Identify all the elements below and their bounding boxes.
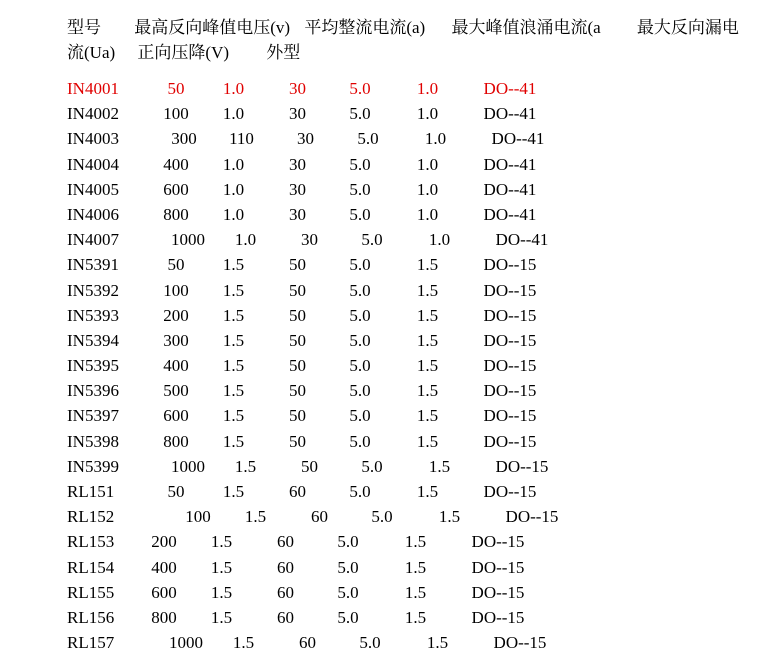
header-col-forward-drop: 正向压降(V) (137, 43, 230, 62)
peak-voltage-cell: 300 (171, 129, 197, 149)
header-col-leakage-part2: 流(Ua) (67, 43, 116, 62)
package-cell: DO--15 (505, 507, 559, 527)
table-row (67, 529, 779, 554)
leakage-cell: 1.5 (416, 255, 439, 275)
leakage-cell: 1.5 (416, 406, 439, 426)
forward-drop-cell: 1.5 (234, 456, 257, 476)
leakage-cell: 1.5 (428, 456, 451, 476)
forward-drop-cell: 1.5 (210, 532, 233, 552)
surge-current-cell: 5.0 (349, 305, 371, 325)
peak-voltage-cell: 50 (167, 255, 185, 275)
peak-voltage-cell: 1000 (171, 456, 205, 476)
avg-current-cell: 30 (289, 79, 306, 98)
avg-current-cell: 50 (289, 431, 306, 451)
avg-current-cell: 60 (277, 532, 294, 552)
avg-current-cell: 60 (277, 582, 294, 602)
value-cells (138, 605, 543, 630)
package-cell: DO--15 (483, 381, 537, 401)
model-cell: IN4004 (67, 154, 119, 174)
table-row (67, 580, 779, 605)
forward-drop-cell: 1.5 (222, 280, 245, 300)
leakage-cell: 1.5 (404, 582, 427, 602)
package-cell: DO--41 (483, 179, 537, 199)
value-cells (150, 278, 555, 303)
avg-current-cell: 60 (289, 482, 306, 501)
surge-current-cell: 5.0 (359, 633, 381, 653)
avg-current-cell: 60 (277, 607, 294, 627)
avg-current-cell: 50 (289, 280, 306, 300)
value-cells (160, 630, 565, 655)
surge-current-cell: 5.0 (349, 280, 371, 300)
forward-drop-cell: 1.0 (222, 179, 245, 199)
table-row (67, 328, 779, 353)
avg-current-cell: 60 (311, 507, 328, 527)
forward-drop-cell: 1.5 (232, 633, 255, 653)
model-cell: IN4006 (67, 204, 119, 224)
avg-current-cell: 60 (299, 633, 316, 653)
model-cell: IN5395 (67, 356, 119, 376)
leakage-cell: 1.5 (404, 532, 427, 552)
surge-current-cell: 5.0 (349, 204, 371, 224)
avg-current-cell: 30 (289, 154, 306, 174)
leakage-cell: 1.5 (416, 330, 439, 350)
header-col-package: 外型 (266, 43, 301, 62)
table-row (67, 126, 779, 151)
surge-current-cell: 5.0 (349, 482, 371, 501)
leakage-cell: 1.5 (416, 280, 439, 300)
surge-current-cell: 5.0 (337, 607, 359, 627)
header-col-peak-voltage: 最高反向峰值电压(v) (134, 18, 291, 37)
leakage-cell: 1.5 (416, 305, 439, 325)
table-row (67, 278, 779, 303)
forward-drop-cell: 1.5 (222, 356, 245, 376)
header-line-2 (67, 40, 779, 65)
avg-current-cell: 60 (277, 557, 294, 577)
model-cell: IN5399 (67, 456, 119, 476)
leakage-cell: 1.0 (416, 104, 439, 124)
value-cells (172, 504, 577, 529)
peak-voltage-cell: 50 (167, 79, 185, 98)
value-cells (150, 202, 555, 227)
forward-drop-cell: 110 (229, 129, 254, 149)
leakage-cell: 1.0 (416, 204, 439, 224)
avg-current-cell: 30 (301, 230, 318, 250)
leakage-cell: 1.0 (416, 79, 439, 98)
surge-current-cell: 5.0 (337, 532, 359, 552)
peak-voltage-cell: 1000 (171, 230, 205, 250)
package-cell: DO--15 (483, 406, 537, 426)
table-row (67, 152, 779, 177)
model-cell: IN4003 (67, 129, 119, 149)
peak-voltage-cell: 600 (163, 179, 189, 199)
peak-voltage-cell: 200 (163, 305, 189, 325)
value-cells (162, 454, 567, 479)
value-cells (138, 580, 543, 605)
value-cells (150, 403, 555, 428)
forward-drop-cell: 1.0 (222, 79, 245, 98)
forward-drop-cell: 1.5 (222, 255, 245, 275)
leakage-cell: 1.5 (416, 482, 439, 501)
model-cell: RL155 (67, 582, 115, 602)
surge-current-cell: 5.0 (371, 507, 393, 527)
package-cell: DO--15 (471, 607, 525, 627)
table-row (67, 177, 779, 202)
value-cells (150, 177, 555, 202)
value-cells (150, 429, 555, 454)
table-row (67, 227, 779, 252)
surge-current-cell: 5.0 (361, 456, 383, 476)
package-cell: DO--15 (483, 280, 537, 300)
table-row (67, 555, 779, 580)
model-cell: IN4002 (67, 104, 119, 124)
peak-voltage-cell: 600 (151, 582, 177, 602)
surge-current-cell: 5.0 (349, 330, 371, 350)
forward-drop-cell: 1.5 (222, 431, 245, 451)
peak-voltage-cell: 400 (151, 557, 177, 577)
spec-table-body (67, 76, 779, 655)
leakage-cell: 1.0 (424, 129, 447, 149)
model-cell: RL153 (67, 532, 115, 552)
forward-drop-cell: 1.0 (222, 104, 245, 124)
package-cell: DO--41 (495, 230, 549, 250)
model-cell: IN4001 (67, 79, 119, 98)
table-row (67, 76, 779, 101)
header-line-1 (67, 15, 779, 40)
forward-drop-cell: 1.5 (210, 607, 233, 627)
forward-drop-cell: 1.5 (210, 582, 233, 602)
table-row (67, 353, 779, 378)
header-col-surge-current: 最大峰值浪涌电流(a (451, 18, 601, 37)
surge-current-cell: 5.0 (337, 557, 359, 577)
header-col-model: 型号 (67, 18, 101, 37)
forward-drop-cell: 1.5 (210, 557, 233, 577)
peak-voltage-cell: 1000 (169, 633, 203, 653)
model-cell: RL156 (67, 607, 115, 627)
avg-current-cell: 50 (289, 356, 306, 376)
model-cell: IN5392 (67, 280, 119, 300)
forward-drop-cell: 1.5 (244, 507, 267, 527)
forward-drop-cell: 1.5 (222, 406, 245, 426)
forward-drop-cell: 1.5 (222, 305, 245, 325)
avg-current-cell: 50 (301, 456, 318, 476)
surge-current-cell: 5.0 (349, 381, 371, 401)
leakage-cell: 1.5 (404, 607, 427, 627)
value-cells (162, 227, 567, 252)
model-cell: IN5391 (67, 255, 119, 275)
model-cell: IN5394 (67, 330, 119, 350)
table-row (67, 378, 779, 403)
table-row (67, 479, 779, 504)
value-cells (150, 76, 555, 101)
peak-voltage-cell: 400 (163, 154, 189, 174)
value-cells (150, 152, 555, 177)
table-row (67, 630, 779, 655)
forward-drop-cell: 1.5 (222, 381, 245, 401)
avg-current-cell: 30 (289, 204, 306, 224)
table-row (67, 605, 779, 630)
forward-drop-cell: 1.0 (222, 154, 245, 174)
package-cell: DO--15 (483, 330, 537, 350)
model-cell: IN5397 (67, 406, 119, 426)
header-col-leakage-part1: 最大反向漏电 (636, 18, 739, 37)
surge-current-cell: 5.0 (349, 79, 371, 98)
package-cell: DO--15 (471, 582, 525, 602)
table-row (67, 101, 779, 126)
package-cell: DO--15 (471, 532, 525, 552)
peak-voltage-cell: 800 (151, 607, 177, 627)
surge-current-cell: 5.0 (349, 104, 371, 124)
peak-voltage-cell: 400 (163, 356, 189, 376)
value-cells (158, 126, 563, 151)
avg-current-cell: 50 (289, 305, 306, 325)
model-cell: IN4005 (67, 179, 119, 199)
model-cell: IN5396 (67, 381, 119, 401)
package-cell: DO--15 (483, 255, 537, 275)
surge-current-cell: 5.0 (349, 179, 371, 199)
package-cell: DO--15 (495, 456, 549, 476)
leakage-cell: 1.5 (416, 356, 439, 376)
surge-current-cell: 5.0 (349, 406, 371, 426)
value-cells (150, 101, 555, 126)
avg-current-cell: 50 (289, 406, 306, 426)
table-header (67, 15, 779, 65)
value-cells (150, 353, 555, 378)
surge-current-cell: 5.0 (349, 356, 371, 376)
peak-voltage-cell: 800 (163, 204, 189, 224)
peak-voltage-cell: 300 (163, 330, 189, 350)
forward-drop-cell: 1.5 (222, 482, 245, 501)
table-row (67, 303, 779, 328)
package-cell: DO--15 (471, 557, 525, 577)
value-cells (150, 479, 555, 504)
table-row (67, 429, 779, 454)
peak-voltage-cell: 50 (167, 482, 185, 501)
peak-voltage-cell: 600 (163, 406, 189, 426)
package-cell: DO--15 (493, 633, 547, 653)
value-cells (138, 529, 543, 554)
package-cell: DO--15 (483, 305, 537, 325)
value-cells (150, 378, 555, 403)
avg-current-cell: 30 (289, 179, 306, 199)
peak-voltage-cell: 200 (151, 532, 177, 552)
value-cells (150, 328, 555, 353)
leakage-cell: 1.5 (416, 431, 439, 451)
peak-voltage-cell: 800 (163, 431, 189, 451)
model-cell: RL152 (67, 507, 115, 527)
avg-current-cell: 50 (289, 381, 306, 401)
model-cell: IN4007 (67, 230, 119, 250)
leakage-cell: 1.5 (416, 381, 439, 401)
peak-voltage-cell: 500 (163, 381, 189, 401)
avg-current-cell: 50 (289, 255, 306, 275)
forward-drop-cell: 1.0 (222, 204, 245, 224)
package-cell: DO--41 (483, 154, 537, 174)
package-cell: DO--41 (491, 129, 545, 149)
table-row (67, 202, 779, 227)
table-row (67, 504, 779, 529)
package-cell: DO--15 (483, 431, 537, 451)
leakage-cell: 1.0 (428, 230, 451, 250)
value-cells (150, 303, 555, 328)
surge-current-cell: 5.0 (337, 582, 359, 602)
leakage-cell: 1.5 (404, 557, 427, 577)
model-cell: RL151 (67, 482, 115, 501)
package-cell: DO--41 (483, 204, 537, 224)
avg-current-cell: 30 (297, 129, 314, 149)
leakage-cell: 1.5 (438, 507, 461, 527)
model-cell: IN5393 (67, 305, 119, 325)
peak-voltage-cell: 100 (163, 280, 189, 300)
table-row (67, 252, 779, 277)
forward-drop-cell: 1.5 (222, 330, 245, 350)
surge-current-cell: 5.0 (349, 154, 371, 174)
package-cell: DO--41 (483, 104, 537, 124)
peak-voltage-cell: 100 (185, 507, 211, 527)
value-cells (138, 555, 543, 580)
value-cells (150, 252, 555, 277)
leakage-cell: 1.5 (426, 633, 449, 653)
surge-current-cell: 5.0 (349, 431, 371, 451)
forward-drop-cell: 1.0 (234, 230, 257, 250)
header-col-avg-current: 平均整流电流(a) (304, 18, 426, 37)
model-cell: RL154 (67, 557, 115, 577)
surge-current-cell: 5.0 (349, 255, 371, 275)
table-row (67, 454, 779, 479)
peak-voltage-cell: 100 (163, 104, 189, 124)
package-cell: DO--15 (483, 482, 537, 501)
surge-current-cell: 5.0 (361, 230, 383, 250)
model-cell: RL157 (67, 633, 115, 653)
model-cell: IN5398 (67, 431, 119, 451)
surge-current-cell: 5.0 (357, 129, 379, 149)
package-cell: DO--41 (483, 79, 537, 98)
table-row (67, 403, 779, 428)
package-cell: DO--15 (483, 356, 537, 376)
avg-current-cell: 50 (289, 330, 306, 350)
leakage-cell: 1.0 (416, 179, 439, 199)
leakage-cell: 1.0 (416, 154, 439, 174)
avg-current-cell: 30 (289, 104, 306, 124)
